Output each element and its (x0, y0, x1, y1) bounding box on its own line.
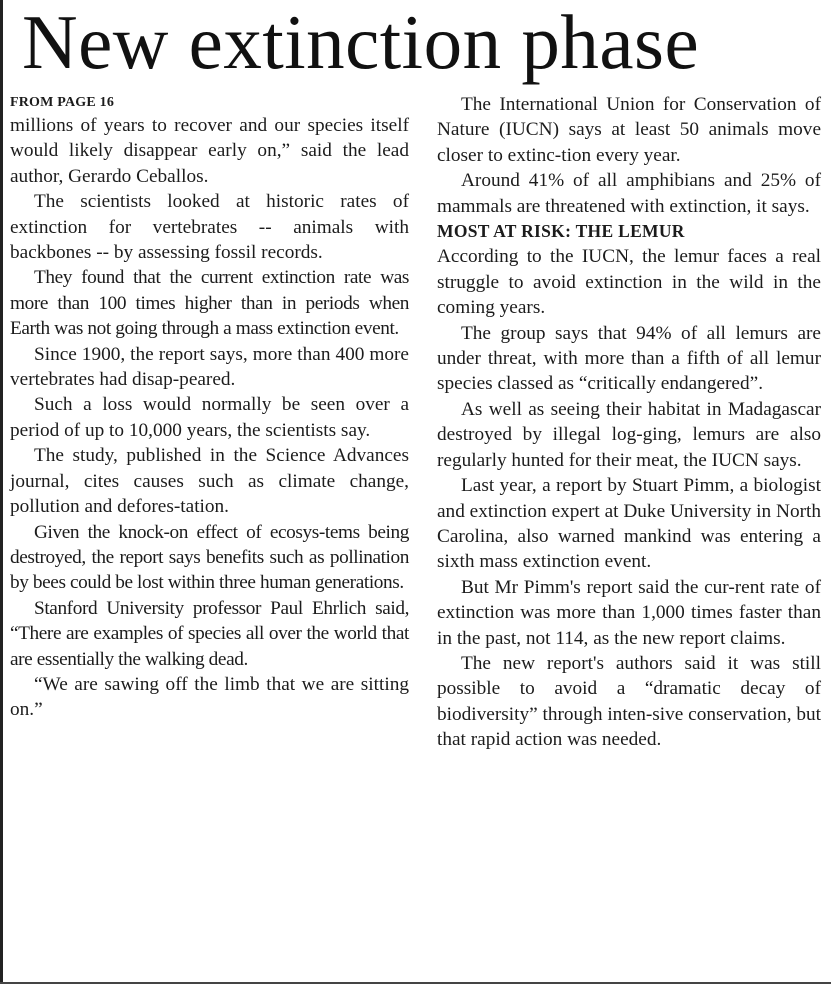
paragraph: Around 41% of all amphibians and 25% of mammals are threatened with extinction, it says. (437, 170, 821, 217)
article-column-right (437, 92, 821, 753)
paragraph: According to the IUCN, the lemur faces a real struggle to avoid extinction in the wild in the coming years. (437, 246, 821, 319)
paragraph: The scientists looked at historic rates of extinction for vertebrates -- animals with backbones -- by assessing fossil records. (10, 191, 409, 264)
paragraph: They found that the current extinction rate was more than 100 times higher than in periods when Earth was not going through a mass extinction event. (10, 267, 409, 340)
paragraph: The new report's authors said it was still possible to avoid a “dramatic decay of biodiversity” through inten-sive conservation, but that rapid action was needed. (437, 652, 821, 751)
paragraph: Given the knock-on effect of ecosys-tems being destroyed, the report says benefits such as pollination by bees could be lost within three human generations. (10, 521, 409, 594)
headline: New extinction phase (22, 0, 700, 85)
paragraph: The group says that 94% of all lemurs are under threat, with more than a fifth of all lemur species classed as “critically endangered”. (437, 322, 821, 395)
paragraph: The study, published in the Science Advances journal, cites causes such as climate change, pollution and defores-tation. (10, 445, 409, 518)
paragraph: But Mr Pimm's report said the cur-rent rate of extinction was more than 1,000 times faster than in the past, not 114, as the new report claims. (437, 576, 821, 649)
paragraph: Stanford University professor Paul Ehrlich said, “There are examples of species all over the world that are essentially the walking dead. (10, 597, 409, 670)
paragraph: Since 1900, the report says, more than 400 more vertebrates had disap-peared. (10, 343, 409, 391)
paragraph: millions of years to recover and our species itself would likely disappear early on,” said the lead author, Gerardo Ceballos. (10, 115, 409, 187)
paragraph: “We are sawing off the limb that we are sitting on.” (10, 673, 409, 721)
subhead: MOST AT RISK: THE LEMUR (437, 221, 685, 242)
paragraph: Last year, a report by Stuart Pimm, a biologist and extinction expert at Duke University in North Carolina, also warned mankind was entering a sixth mass extinction event. (437, 475, 821, 573)
article-column-left (10, 92, 409, 723)
paragraph: Such a loss would normally be seen over a period of up to 10,000 years, the scientists say. (10, 394, 409, 441)
jump-line: FROM PAGE 16 (10, 95, 115, 110)
page-frame-left-rule (0, 0, 3, 984)
paragraph: The International Union for Conservation of Nature (IUCN) says at least 50 animals move closer to extinc-tion every year. (437, 94, 821, 166)
paragraph: As well as seeing their habitat in Madagascar destroyed by illegal log-ging, lemurs are also regularly hunted for their meat, the IUCN says. (437, 398, 821, 471)
